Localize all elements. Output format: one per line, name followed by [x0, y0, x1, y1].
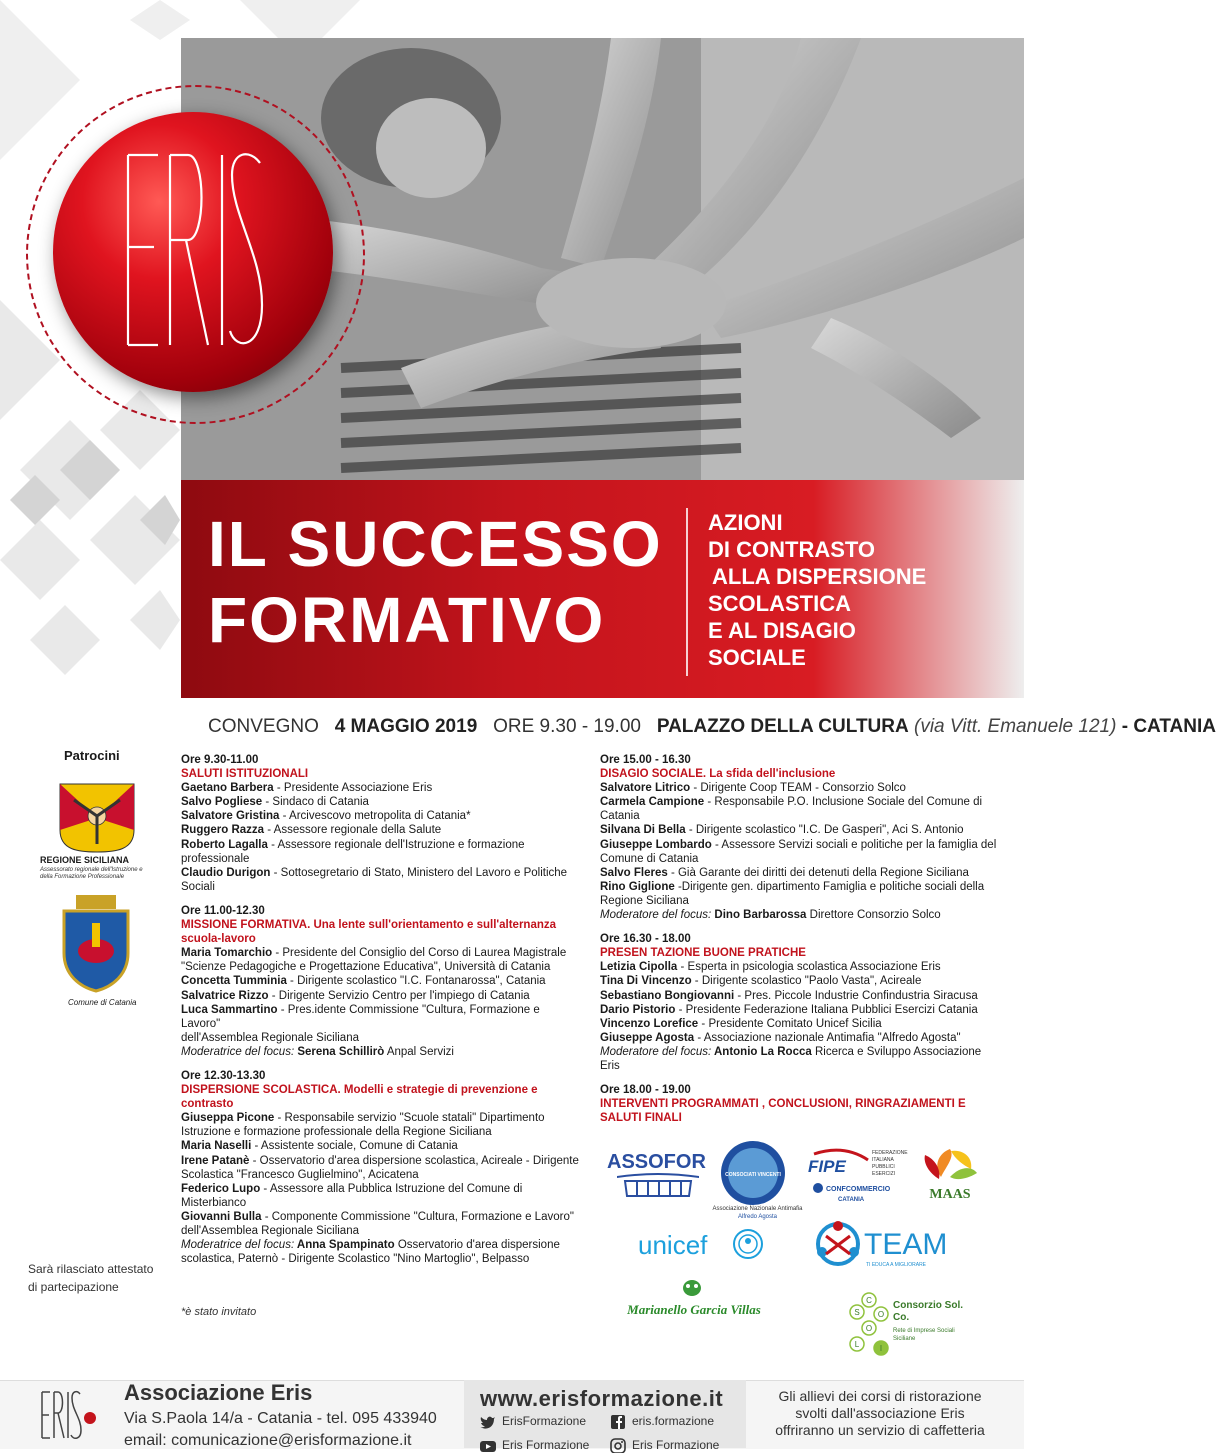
- speaker-line: [600, 781, 1000, 795]
- footer-email[interactable]: email: comunicazione@erisformazione.it: [124, 1432, 412, 1449]
- facebook-link[interactable]: [610, 1414, 714, 1429]
- subtitle-line-6: SOCIALE: [708, 645, 806, 670]
- speaker-role: Scolastica "Francesco Guglielmino", Acicatena: [181, 1168, 419, 1181]
- speaker-line: [600, 838, 1000, 852]
- speaker-name: Tina Di Vincenzo: [600, 975, 692, 988]
- session-time: Ore 15.00 - 16.30: [600, 754, 691, 766]
- session-title: MISSIONE FORMATIVA. Una lente sull'orientamento e sull'alternanza scuola-lavoro: [181, 919, 557, 946]
- instagram-icon: [610, 1439, 626, 1453]
- solco-title: Consorzio Sol. Co.: [893, 1300, 963, 1323]
- session-title: PRESEN TAZIONE BUONE PRATICHE: [600, 947, 806, 960]
- speaker-role: - Responsabile servizio "Scuole statali" Dipartimento: [274, 1112, 545, 1125]
- speaker-role: - Pres. Piccole Industrie Confindustria Siracusa: [734, 989, 978, 1002]
- team-sub-text: TI EDUCA A MIGLIORARE: [866, 1262, 927, 1268]
- subtitle-line-5: E AL DISAGIO: [708, 618, 856, 643]
- moderator-name: Dino Barbarossa: [711, 909, 807, 922]
- speaker-name: Dario Pistorio: [600, 1003, 676, 1016]
- twitter-handle: ErisFormazione: [502, 1414, 587, 1428]
- twitter-link[interactable]: [480, 1414, 586, 1429]
- title-divider: [686, 508, 688, 676]
- speaker-name: Roberto Lagalla: [181, 838, 268, 851]
- speaker-line: [600, 866, 1000, 880]
- regione-siciliana-sub: Assessorato regionale dell'Istruzione e della Formazione Professionale: [40, 867, 143, 881]
- moderator-role: Anpal Servizi: [384, 1045, 454, 1058]
- solco-sub: Rete di Imprese Sociali Siciliane: [893, 1328, 955, 1342]
- moderator-role: Direttore Consorzio Solco: [806, 909, 941, 922]
- antimafia-line1: Associazione Nazionale Antimafia: [712, 1206, 803, 1212]
- session-title: DISPERSIONE SCOLASTICA. Modelli e strategie di prevenzione e contrasto: [181, 1084, 538, 1111]
- solco-letter-3: L: [854, 1340, 860, 1349]
- speaker-name: Gaetano Barbera: [181, 782, 274, 795]
- speaker-role: - Dirigente scolastico "I.C. Fontanarossa", Catania: [286, 975, 546, 988]
- session-time: Ore 18.00 - 19.00: [600, 1084, 691, 1097]
- fipe-side-4: ESERCIZI: [872, 1171, 896, 1177]
- speaker-role: - Arcivescovo metropolita di Catania*: [279, 810, 471, 823]
- unicef-text: unicef: [638, 1230, 708, 1260]
- speaker-name: Ruggero Razza: [181, 824, 265, 837]
- comune-catania-label: Comune di Catania: [68, 998, 137, 1007]
- subtitle-line-1: AZIONI: [708, 510, 783, 535]
- speaker-name: Claudio Durigon: [181, 866, 271, 879]
- speaker-line: [600, 1031, 1000, 1045]
- speaker-role: - Osservatorio d'area dispersione scolastica, Acireale - Dirigente: [249, 1154, 579, 1167]
- speaker-name: Maria Tomarchio: [181, 947, 273, 960]
- team-text: TEAM: [864, 1228, 948, 1261]
- speaker-line: [181, 823, 581, 837]
- main-title-line-2: FORMATIVO: [208, 584, 606, 656]
- fipe-side-2: ITALIANA: [872, 1157, 894, 1163]
- comune-catania-crest: [58, 893, 134, 993]
- speaker-line: [181, 1224, 581, 1238]
- solco-letter-6: I: [879, 1344, 883, 1353]
- fipe-text: FIPE: [808, 1157, 846, 1176]
- speaker-name: Salvatore Gristina: [181, 810, 280, 823]
- fipe-side-1: FEDERAZIONE: [872, 1150, 908, 1156]
- program-column-morning: [181, 753, 581, 1276]
- solco-letter-5: O: [877, 1310, 885, 1319]
- speaker-role: - Assessore regionale della Salute: [264, 824, 442, 837]
- speaker-line: [181, 960, 581, 974]
- speaker-name: Giuseppe Lombardo: [600, 838, 712, 851]
- speaker-line: [181, 989, 581, 1003]
- speaker-role: - Associazione nazionale Antimafia "Alfredo Agosta": [694, 1031, 961, 1044]
- footer-eris-logo: [38, 1388, 98, 1442]
- speaker-role: - Assistente sociale, Comune di Catania: [251, 1140, 458, 1153]
- speaker-role: dell'Assemblea Regionale Siciliana: [181, 1225, 359, 1237]
- youtube-link[interactable]: [480, 1438, 589, 1453]
- speaker-role: - Dirigente Servizio Centro per l'impiego di Catania: [268, 989, 530, 1002]
- solco-letter-4: C: [866, 1296, 872, 1305]
- marianello-text: Marianello Garcia Villas: [627, 1302, 761, 1317]
- speaker-line: [181, 1154, 581, 1168]
- program_left-session: [181, 753, 581, 894]
- maas-text: MAAS: [929, 1187, 971, 1202]
- speaker-role: - Presidente Comitato Unicef Sicilia: [698, 1017, 882, 1030]
- solco-letter-1: S: [854, 1308, 860, 1317]
- speaker-name: Carmela Campione: [600, 796, 705, 809]
- event-date: 4 MAGGIO 2019: [334, 716, 478, 737]
- attestato-note: Sarà rilasciato attestato di partecipazione: [28, 1262, 154, 1294]
- consociati-text: CONSOCIATI VINCENTI: [725, 1172, 781, 1178]
- session-time: Ore 12.30-13.30: [181, 1069, 266, 1082]
- event-city: - CATANIA: [1121, 716, 1216, 737]
- moderator-role: Osservatorio d'area dispersione: [394, 1239, 560, 1252]
- facebook-handle: eris.formazione: [632, 1414, 715, 1428]
- youtube-icon: [480, 1439, 496, 1453]
- speaker-line: [181, 809, 581, 823]
- speaker-role: - Assessore alla Pubblica Istruzione del Comune di Misterbianco: [181, 1182, 523, 1209]
- regione-siciliana-emblem: [52, 780, 142, 880]
- speaker-line: [181, 781, 581, 795]
- speaker-line: [600, 1003, 1000, 1017]
- speaker-role: -Dirigente gen. dipartimento Famiglia e politiche sociali della Regione Siciliana: [600, 880, 985, 907]
- speaker-role: "Scienze Pedagogiche e Progettazione Educativa", Università di Catania: [181, 961, 551, 974]
- speaker-line: [181, 1003, 581, 1031]
- unicef-logo: [636, 1225, 766, 1265]
- program_left-session: [181, 1069, 581, 1266]
- speaker-name: Maria Naselli: [181, 1140, 252, 1153]
- speaker-name: Vincenzo Lorefice: [600, 1017, 699, 1030]
- program_left-session: [181, 904, 581, 1059]
- speaker-line: [181, 838, 581, 866]
- speaker-line: [600, 960, 1000, 974]
- speaker-line: [181, 946, 581, 960]
- moderator-label: Moderatrice del focus:: [181, 1239, 295, 1252]
- speaker-role: dell'Assemblea Regionale Siciliana: [181, 1031, 359, 1044]
- speaker-name: Salvo Fleres: [600, 866, 668, 879]
- speaker-name: Silvana Di Bella: [600, 824, 686, 837]
- speaker-role: - Dirigente Coop TEAM - Consorzio Solco: [690, 782, 906, 795]
- regione-siciliana-label: REGIONE SICILIANA: [40, 855, 130, 865]
- moderator-label: Moderatore del focus:: [600, 909, 712, 922]
- moderator-name: Anna Spampinato: [294, 1239, 395, 1252]
- event-address: (via Vitt. Emanuele 121): [914, 716, 1117, 737]
- session-title: SALUTI ISTITUZIONALI: [181, 768, 309, 781]
- speaker-name: Luca Sammartino: [181, 1003, 278, 1016]
- speaker-name: Sebastiano Bongiovanni: [600, 989, 735, 1002]
- main-title-line-1: IL SUCCESSO: [208, 508, 663, 580]
- confcommercio-text: CONFCOMMERCIO: [826, 1186, 891, 1193]
- speaker-line: [181, 1238, 581, 1252]
- speaker-role: Istruzione e formazione professionale della Regione Siciliana: [181, 1126, 492, 1139]
- speaker-name: Giovanni Bulla: [181, 1210, 262, 1223]
- speaker-name: Letizia Cipolla: [600, 961, 678, 974]
- speaker-role: - Esperta in psicologia scolastica Associazione Eris: [677, 961, 941, 974]
- eris-logo: [110, 135, 270, 365]
- speaker-line: [181, 1125, 581, 1139]
- program_right-session: [600, 932, 1000, 1073]
- speaker-line: [600, 1017, 1000, 1031]
- speaker-line: [181, 1031, 581, 1045]
- speaker-line: [181, 1045, 581, 1059]
- speaker-name: Salvatore Litrico: [600, 782, 691, 795]
- patrocini-heading: Patrocini: [64, 748, 120, 763]
- speaker-role: - Pres.idente Commissione "Cultura, Formazione e Lavoro": [181, 1003, 540, 1030]
- speaker-name: Federico Lupo: [181, 1182, 261, 1195]
- session-time: Ore 11.00-12.30: [181, 904, 265, 917]
- speaker-line: [181, 795, 581, 809]
- assofor-logo: [603, 1148, 713, 1198]
- moderator-name: Antonio La Rocca: [711, 1045, 812, 1058]
- moderator-name: Serena Schillirò: [294, 1045, 385, 1058]
- speaker-name: Salvo Pogliese: [181, 796, 263, 809]
- speaker-role: - Già Garante dei diritti dei detenuti della Regione Siciliana: [667, 866, 969, 879]
- instagram-handle: Eris Formazione: [632, 1438, 720, 1452]
- speaker-line: [600, 908, 1000, 922]
- subtitle-line-4: SCOLASTICA: [708, 591, 851, 616]
- moderator-label: Moderatrice del focus:: [181, 1045, 295, 1058]
- session-title: DISAGIO SOCIALE. La sfida dell'inclusione: [600, 768, 836, 781]
- speaker-line: [600, 974, 1000, 988]
- session-title: INTERVENTI PROGRAMMATI , CONCLUSIONI, RINGRAZIAMENTI E SALUTI FINALI: [600, 1098, 966, 1125]
- speaker-role: - Presidente del Consiglio del Corso di Laurea Magistrale: [272, 947, 567, 960]
- speaker-role: - Presidente Federazione Italiana Pubblici Esercizi Catania: [675, 1003, 978, 1016]
- speaker-role: - Assessore Servizi sociali e politiche per la famiglia del: [711, 838, 997, 851]
- speaker-line: [181, 1252, 581, 1266]
- speaker-name: Rino Giglione: [600, 880, 675, 893]
- footer-address: Via S.Paola 14/a - Catania - tel. 095 433940: [124, 1410, 437, 1427]
- speaker-role: - Presidente Associazione Eris: [273, 782, 433, 795]
- session-time: Ore 16.30 - 18.00: [600, 933, 691, 946]
- speaker-line: [181, 1168, 581, 1182]
- maas-logo: [915, 1143, 985, 1203]
- speaker-name: Irene Patanè: [181, 1154, 250, 1167]
- speaker-role: - Sottosegretario di Stato, Ministero del Lavoro e Politiche Sociali: [181, 866, 568, 893]
- session-time: Ore 9.30-11.00: [181, 754, 259, 766]
- speaker-line: [600, 852, 1000, 866]
- instagram-link[interactable]: [610, 1438, 719, 1453]
- speaker-role: - Dirigente scolastico "Paolo Vasta", Acireale: [691, 975, 922, 988]
- program_right-session: [600, 1083, 1000, 1125]
- speaker-name: Salvatrice Rizzo: [181, 989, 269, 1002]
- speaker-line: [181, 866, 581, 894]
- subtitle-line-2: DI CONTRASTO: [708, 537, 876, 562]
- moderator-role: Ricerca e Sviluppo Associazione Eris: [600, 1045, 982, 1072]
- speaker-line: [600, 795, 1000, 823]
- facebook-icon: [610, 1415, 626, 1429]
- speaker-name: Giuseppe Agosta: [600, 1031, 695, 1044]
- speaker-role: - Responsabile P.O. Inclusione Sociale del Comune di Catania: [600, 796, 983, 823]
- speaker-line: [600, 880, 1000, 908]
- footer-coffee-note: Gli allievi dei corsi di ristorazione svolti dall'associazione Eris offriranno un servizio di caffetteria: [775, 1388, 985, 1438]
- marianello-logo: [626, 1278, 762, 1320]
- speaker-line: [181, 1182, 581, 1210]
- consociati-vincenti-logo: [718, 1138, 788, 1208]
- subtitle-line-3: ALLA DISPERSIONE: [712, 564, 927, 589]
- moderator-label: Moderatore del focus:: [600, 1045, 712, 1058]
- event-type: CONVEGNO: [208, 716, 319, 737]
- fipe-city-text: CATANIA: [838, 1197, 865, 1203]
- event-venue: PALAZZO DELLA CULTURA: [656, 716, 909, 737]
- assofor-text: ASSOFOR: [607, 1151, 706, 1173]
- speaker-line: [600, 989, 1000, 1003]
- speaker-line: [181, 1111, 581, 1125]
- fipe-side-3: PUBBLICI: [872, 1164, 895, 1170]
- speaker-role: - Sindaco di Catania: [262, 796, 369, 809]
- speaker-role: - Dirigente scolastico "I.C. De Gasperi", Aci S. Antonio: [685, 824, 964, 837]
- footer-website-link[interactable]: www.erisformazione.it: [480, 1386, 724, 1411]
- speaker-role: - Componente Commissione "Cultura, Formazione e Lavoro": [261, 1210, 574, 1223]
- speaker-role: - Assessore regionale dell'Istruzione e formazione professionale: [181, 838, 525, 865]
- speaker-role: Comune di Catania: [600, 852, 699, 865]
- fipe-logo: [804, 1144, 908, 1204]
- team-logo: [812, 1218, 958, 1274]
- speaker-role: scolastica, Paternò - Dirigente Scolastico "Nino Martoglio", Belpasso: [181, 1253, 530, 1266]
- twitter-icon: [480, 1415, 496, 1429]
- speaker-line: [600, 1045, 1000, 1073]
- speaker-line: [600, 823, 1000, 837]
- event-info: [208, 716, 1216, 738]
- speaker-line: [181, 1210, 581, 1224]
- footer-org-name: Associazione Eris: [124, 1380, 313, 1405]
- invitato-note: *è stato invitato: [181, 1306, 257, 1318]
- event-time: ORE 9.30 - 19.00: [493, 716, 641, 737]
- antimafia-line2: Alfredo Agosta: [737, 1214, 778, 1220]
- speaker-name: Concetta Tumminia: [181, 975, 287, 988]
- speaker-line: [181, 1139, 581, 1153]
- program-column-afternoon: [600, 753, 1000, 1135]
- solco-letter-2: O: [865, 1324, 873, 1333]
- youtube-handle: Eris Formazione: [502, 1438, 590, 1452]
- speaker-name: Giuseppa Picone: [181, 1112, 275, 1125]
- program_right-session: [600, 753, 1000, 922]
- speaker-line: [181, 974, 581, 988]
